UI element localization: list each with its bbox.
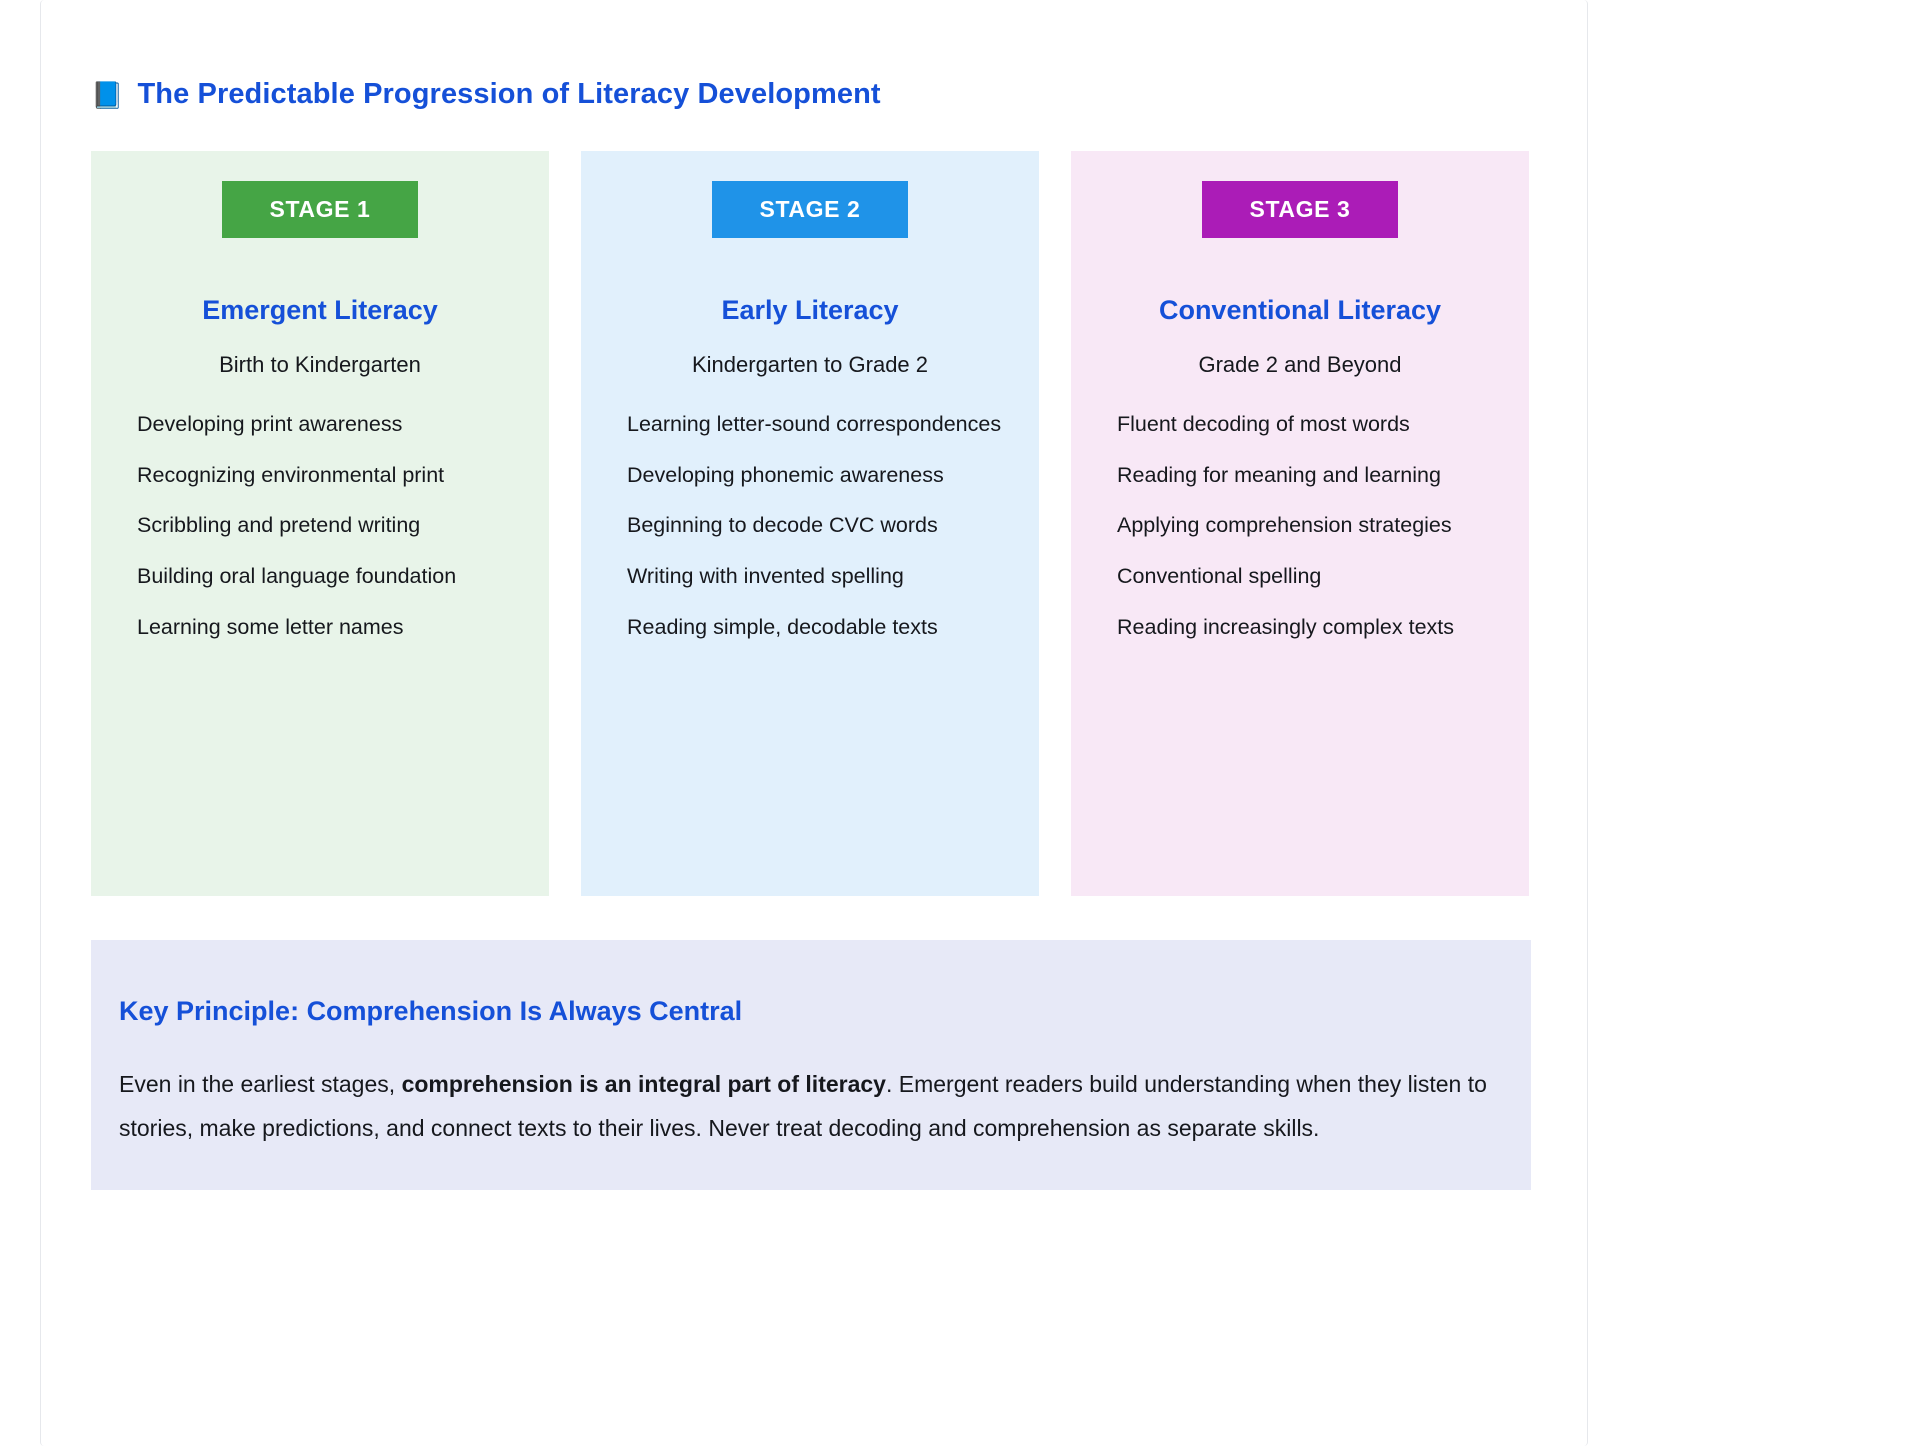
stage-name-3: Conventional Literacy <box>1158 295 1442 325</box>
list-item: Building oral language foundation <box>137 563 457 588</box>
list-item: Reading increasingly complex texts <box>1117 614 1454 639</box>
list-item: Scribbling and pretend writing <box>137 513 421 538</box>
list-item: Applying comprehension strategies <box>1117 513 1452 538</box>
page-title-text: The Predictable Progression of Literacy Development <box>137 78 881 110</box>
stage-name-1: Emergent Literacy <box>202 295 438 325</box>
stage-card-3 <box>1071 151 1529 896</box>
list-item: Reading simple, decodable texts <box>627 614 938 639</box>
stage-range-3: Grade 2 and Beyond <box>1198 352 1402 377</box>
list-item: Conventional spelling <box>1117 563 1322 588</box>
list-item: Recognizing environmental print <box>137 462 445 487</box>
stage-list-3 <box>1099 406 1501 646</box>
key-principle-body <box>119 1063 1503 1150</box>
stage-card-1 <box>91 151 549 896</box>
list-item: Learning letter-sound correspondences <box>627 412 1002 436</box>
stage-range-1: Birth to Kindergarten <box>219 352 421 377</box>
list-item: Beginning to decode CVC words <box>627 513 938 538</box>
content-card <box>40 0 1588 1446</box>
stage-range-2: Kindergarten to Grade 2 <box>691 352 929 377</box>
stage-badge-3: STAGE 3 <box>1202 181 1398 238</box>
page-title <box>91 78 1587 111</box>
stage-list-1 <box>119 406 521 646</box>
list-item: Developing print awareness <box>137 412 403 436</box>
list-item: Developing phonemic awareness <box>627 462 944 487</box>
book-icon: 📘 <box>91 79 124 110</box>
stage-card-2 <box>581 151 1039 896</box>
list-item: Writing with invented spelling <box>627 563 904 588</box>
list-item: Learning some letter names <box>137 614 404 639</box>
key-principle-title: Key Principle: Comprehension Is Always Central <box>119 996 743 1026</box>
stage-list-2 <box>609 406 1011 646</box>
key-principle-body-part1: Even in the earliest stages, <box>119 1071 402 1097</box>
stage-name-2: Early Literacy <box>721 295 899 325</box>
list-item: Reading for meaning and learning <box>1117 462 1441 487</box>
key-principle-body-part2: . Emergent readers build understanding when they listen to stories, make predictions, and connect texts to their lives. Never treat decoding and comprehension as separate skills. <box>119 1071 1487 1141</box>
stages-container <box>91 151 1531 896</box>
key-principle-body-emphasis: comprehension is an integral part of literacy <box>401 1071 886 1097</box>
stage-badge-2: STAGE 2 <box>712 181 908 238</box>
list-item: Fluent decoding of most words <box>1117 412 1410 436</box>
key-principle-callout <box>91 940 1531 1190</box>
stage-badge-1: STAGE 1 <box>222 181 418 238</box>
